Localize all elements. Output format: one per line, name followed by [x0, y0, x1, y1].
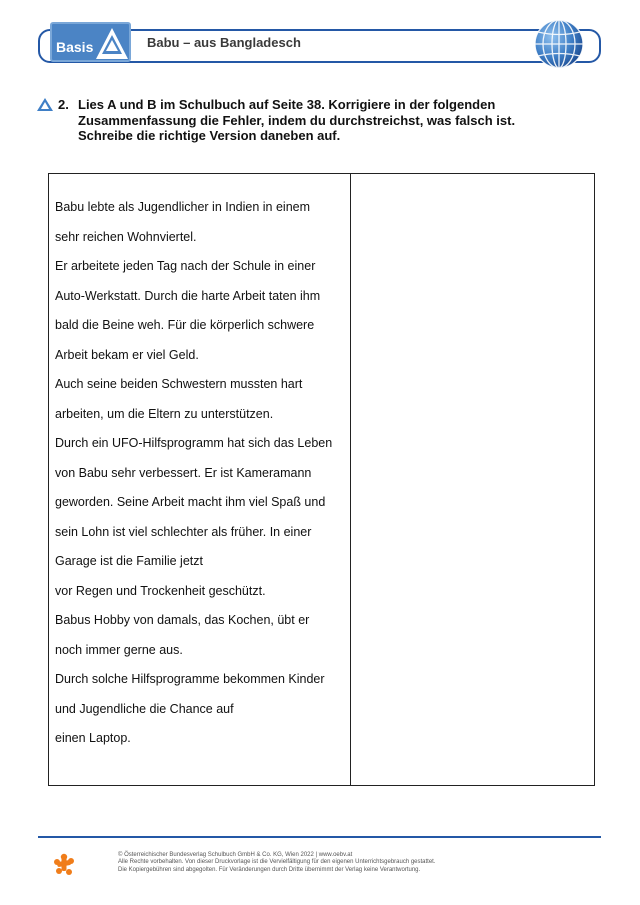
footer-line: Die Kopiergebühren sind abgegolten. Für Veränderungen durch Dritte übernimmt der Verlag keine Verantwortung. [118, 866, 421, 873]
page-title: Babu – aus Bangladesch [147, 35, 301, 50]
footer-rule [38, 836, 601, 838]
summary-line: geworden. Seine Arbeit macht ihm viel Spaß und [55, 495, 326, 509]
globe-icon [533, 18, 585, 70]
summary-line: sein Lohn ist viel schlechter als früher. In einer [55, 524, 312, 539]
summary-line: vor Regen und Trockenheit geschützt. [55, 583, 266, 598]
level-badge [50, 22, 131, 62]
summary-line: Durch ein UFO-Hilfsprogramm hat sich das Leben [55, 436, 333, 450]
footer-copyright [118, 852, 436, 874]
publisher-logo-icon [52, 851, 76, 877]
summary-line: bald die Beine weh. Für die körperlich schwere [55, 318, 315, 332]
summary-line: Er arbeitete jeden Tag nach der Schule in einer [55, 259, 316, 273]
summary-text [55, 200, 345, 761]
mountain-triangle-icon [94, 26, 130, 62]
footer-line: © Österreichischer Bundesverlag Schulbuch GmbH & Co. KG, Wien 2022 | www.oebv.at [118, 852, 353, 858]
footer-line: Alle Rechte vorbehalten. Von dieser Druckvorlage ist die Vervielfältigung für den eigenen Unterrichtsgebrauch gestattet. [118, 859, 436, 866]
badge-label: Basis [56, 39, 94, 55]
summary-line: Babu lebte als Jugendlicher in Indien in einem [55, 200, 311, 214]
level-triangle-icon [36, 97, 54, 112]
summary-line: Auch seine beiden Schwestern mussten hart [55, 377, 303, 391]
summary-line: arbeiten, um die Eltern zu unterstützen. [55, 406, 274, 421]
summary-line: Babus Hobby von damals, das Kochen, übt er [55, 613, 310, 627]
summary-line: von Babu sehr verbessert. Er ist Kameramann [55, 465, 312, 480]
correction-table [48, 173, 595, 786]
summary-line: Arbeit bekam er viel Geld. [55, 347, 199, 362]
summary-line: noch immer gerne aus. [55, 642, 183, 657]
summary-line: Garage ist die Familie jetzt [55, 554, 203, 568]
summary-line: und Jugendliche die Chance auf [55, 701, 234, 716]
column-divider [350, 174, 351, 785]
task-number: 2. [58, 97, 69, 112]
summary-line: sehr reichen Wohnviertel. [55, 229, 197, 244]
summary-line: einen Laptop. [55, 731, 131, 745]
summary-line: Auto-Werkstatt. Durch die harte Arbeit taten ihm [55, 288, 321, 303]
task-text: Lies A und B im Schulbuch auf Seite 38. Korrigiere in der folgenden Zusammenfassung die Fehler, indem du durchstreichst, was falsch ist. Schreibe die richtige Version daneben auf. [78, 97, 516, 143]
summary-line: Durch solche Hilfsprogramme bekommen Kinder [55, 672, 325, 686]
